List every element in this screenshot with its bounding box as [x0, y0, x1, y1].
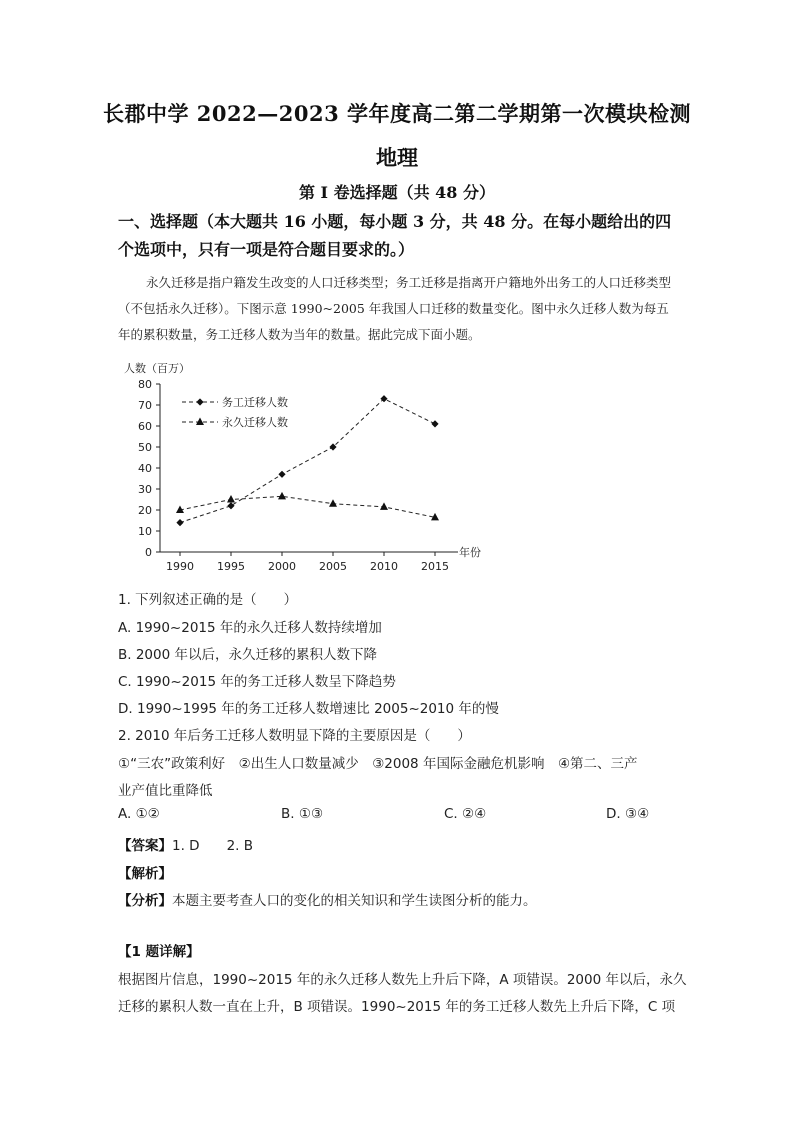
series-2 — [176, 492, 439, 520]
detail-line-1: 根据图片信息，1990~2015 年的永久迁移人数先上升后下降，A 项错误。2000 年以后，永久 — [118, 972, 687, 988]
x-tick-label: 1995 — [217, 560, 245, 573]
chart-y-axis-label: 人数（百万） — [124, 362, 190, 375]
exam-part-heading: 第 I 卷选择题（共 48 分） — [298, 183, 496, 202]
y-tick-label: 0 — [145, 546, 152, 559]
q2-option-b[interactable]: B. ①③ — [281, 806, 324, 822]
detail-heading — [118, 940, 200, 960]
y-tick-label: 40 — [138, 462, 152, 475]
exam-title: 长郡中学 2022—2023 学年度高二第二学期第一次模块检测 — [102, 101, 691, 126]
q2-option-d[interactable]: D. ③④ — [606, 806, 650, 822]
y-tick-label: 60 — [138, 420, 152, 433]
q2-stem: 2. 2010 年后务工迁移人数明显下降的主要原因是（ ） — [118, 728, 471, 744]
y-tick-label: 20 — [138, 504, 152, 517]
x-tick-label: 2015 — [421, 560, 449, 573]
x-tick-label: 1990 — [166, 560, 194, 573]
y-tick-label: 80 — [138, 378, 152, 391]
q2-option-a[interactable]: A. ①② — [118, 806, 160, 822]
fenxi-line — [118, 889, 537, 909]
fenxi-text: 本题主要考查人口的变化的相关知识和学生读图分析的能力。 — [172, 893, 537, 909]
migration-line-chart — [118, 358, 498, 578]
detail-line-2: 迁移的累积人数一直在上升，B 项错误。1990~2015 年的务工迁移人数先上升后下降，C 项 — [118, 999, 676, 1015]
answer-line — [118, 834, 253, 854]
analysis-heading — [118, 862, 172, 882]
data-point — [278, 492, 286, 500]
analysis-label: 【解析】 — [118, 866, 172, 882]
y-tick-label: 30 — [138, 483, 152, 496]
answer-label: 【答案】 — [118, 838, 172, 854]
data-point — [176, 519, 183, 526]
y-tick-label: 10 — [138, 525, 152, 538]
legend-marker — [196, 418, 204, 426]
x-tick-label: 2000 — [268, 560, 296, 573]
detail-label: 【1 题详解】 — [118, 944, 200, 960]
q1-option-a[interactable]: A. 1990~2015 年的永久迁移人数持续增加 — [118, 620, 382, 636]
q1-stem: 1. 下列叙述正确的是（ ） — [118, 592, 298, 608]
q2-option-c[interactable]: C. ②④ — [444, 806, 487, 822]
data-point — [329, 499, 337, 507]
answer-text: 1. D 2. B — [172, 838, 253, 854]
section-heading: 一、选择题（本大题共 16 小题，每小题 3 分，共 48 分。在每小题给出的四个选项中，只有一项是符合题目要求的。） — [118, 212, 672, 259]
q1-option-d[interactable]: D. 1990~1995 年的务工迁移人数增速比 2005~2010 年的慢 — [118, 701, 499, 717]
q2-items-line2: 业产值比重降低 — [118, 783, 213, 799]
y-tick-label: 70 — [138, 399, 152, 412]
data-point — [431, 420, 438, 427]
data-point — [380, 502, 388, 510]
x-tick-label: 2010 — [370, 560, 398, 573]
data-point — [227, 495, 235, 503]
series-line — [180, 399, 435, 523]
chart-legend — [182, 395, 288, 429]
legend-marker — [196, 398, 203, 405]
question-passage: 永久迁移是指户籍发生改变的人口迁移类型；务工迁移是指离开户籍地外出务工的人口迁移类型（不包括永久迁移）。下图示意 1990~2005 年我国人口迁移的数量变化。图中永久迁移人数为每五年的累积数量，务工迁移人数为当年的数量。据此完成下面小题。 — [118, 275, 672, 342]
chart-series-layer — [176, 395, 439, 526]
series-line — [180, 496, 435, 517]
data-point — [278, 471, 285, 478]
chart-x-axis-label: 年份 — [459, 546, 481, 559]
exam-subject: 地理 — [376, 145, 418, 170]
q2-items-line1: ①“三农”政策利好 ②出生人口数量减少 ③2008 年国际金融危机影响 ④第二、三产 — [118, 756, 638, 772]
y-tick-label: 50 — [138, 441, 152, 454]
chart-axes — [138, 378, 481, 573]
x-tick-label: 2005 — [319, 560, 347, 573]
legend-label: 永久迁移人数 — [222, 416, 288, 429]
q1-option-b[interactable]: B. 2000 年以后，永久迁移的累积人数下降 — [118, 647, 377, 663]
data-point — [227, 502, 234, 509]
fenxi-label: 【分析】 — [118, 893, 172, 909]
legend-label: 务工迁移人数 — [222, 396, 288, 409]
q1-option-c[interactable]: C. 1990~2015 年的务工迁移人数呈下降趋势 — [118, 674, 396, 690]
series-1 — [176, 395, 438, 526]
